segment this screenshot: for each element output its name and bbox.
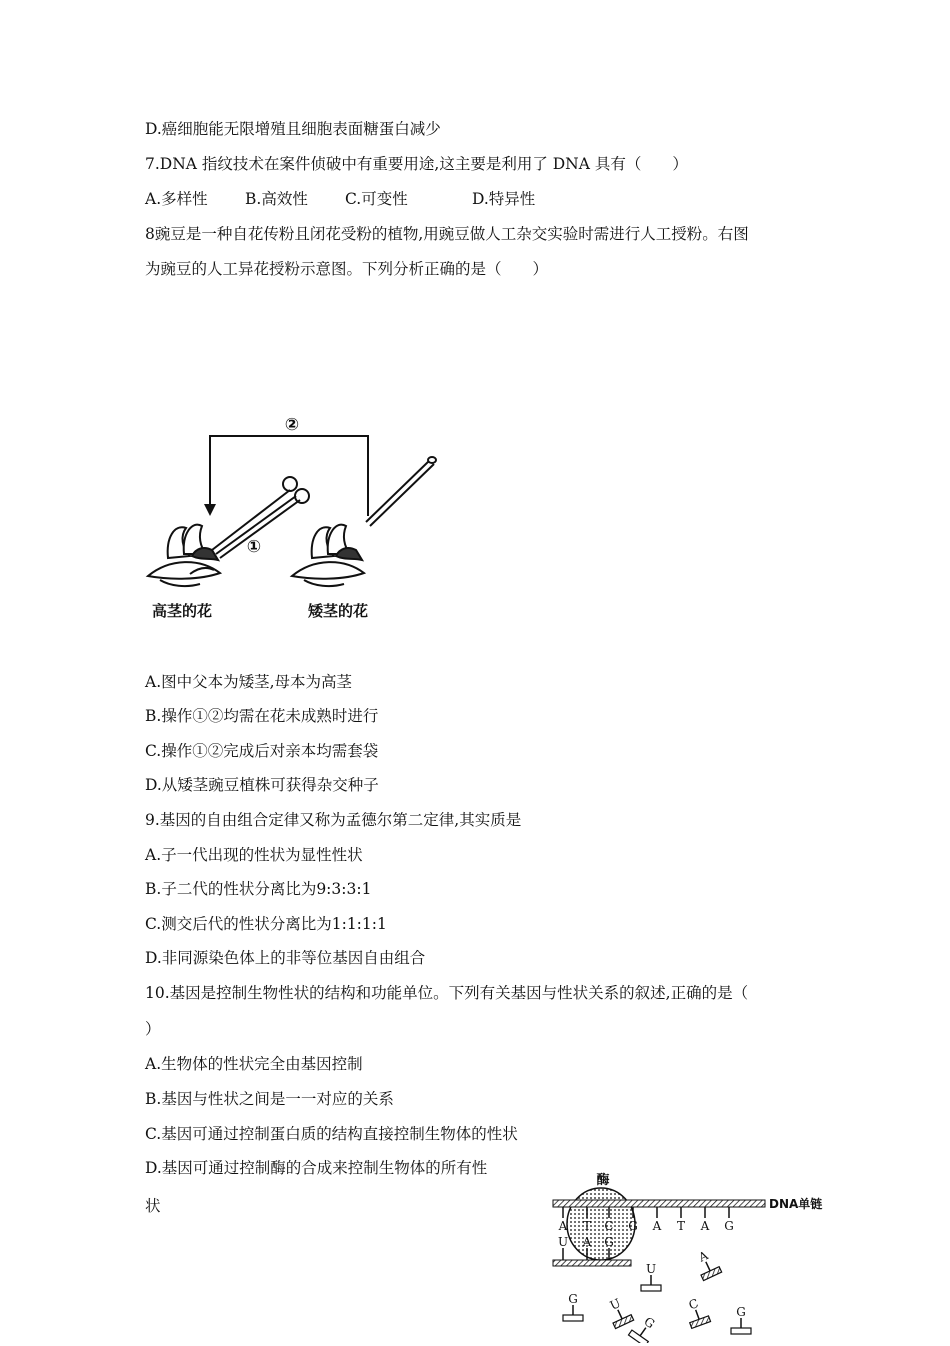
q8-option-d: D.从矮茎豌豆植株可获得杂交种子 (145, 776, 379, 794)
free-nucleotide-letter: A (696, 1248, 711, 1265)
brush-drawing (366, 457, 436, 526)
free-nucleotide-letter: U (645, 1262, 657, 1276)
free-nucleotide-letter: U (607, 1295, 623, 1313)
bracket-arrow (210, 436, 368, 516)
free-nucleotide (691, 1246, 721, 1281)
q7-option-b: B.高效性 (245, 190, 308, 208)
rna-base (558, 1235, 568, 1260)
q6-option-d: D.癌细胞能无限增殖且细胞表面糖蛋白减少 (145, 120, 441, 138)
template-base-letter: G (724, 1219, 734, 1233)
template-base (558, 1207, 568, 1233)
free-nucleotide-letter: C (686, 1296, 701, 1313)
template-base (652, 1207, 662, 1233)
marker-1: ① (246, 537, 262, 557)
label-short-flower: 矮茎的花 (308, 602, 369, 620)
q9-option-b: B.子二代的性状分离比为9:3:3:1 (145, 880, 372, 898)
template-base-letter: A (558, 1219, 568, 1233)
q10-option-d: D.基因可通过控制酶的合成来控制生物体的所有性 (145, 1159, 488, 1177)
free-nucleotide-letter: G (736, 1305, 746, 1319)
tall-flower-drawing (148, 525, 220, 586)
rna-strand-bar (553, 1260, 631, 1266)
free-nucleotide (641, 1262, 661, 1291)
q8-option-b: B.操作①②均需在花未成熟时进行 (145, 707, 379, 725)
free-nucleotide (603, 1294, 633, 1329)
free-nucleotide-letter: G (641, 1314, 658, 1332)
q7-option-d: D.特异性 (472, 190, 536, 208)
label-tall-flower: 高茎的花 (152, 602, 213, 620)
free-nucleotide (563, 1292, 583, 1321)
enzyme-label: 酶 (596, 1173, 610, 1188)
q10-option-c: C.基因可通过控制蛋白质的结构直接控制生物体的性状 (145, 1125, 518, 1143)
template-base (724, 1207, 734, 1233)
q8-stem-line2: 为豌豆的人工异花授粉示意图。下列分析正确的是（ ） (145, 260, 549, 278)
q7-option-a: A.多样性 (145, 190, 208, 208)
transcription-figure (545, 1168, 835, 1343)
pea-pollination-figure (140, 408, 450, 628)
free-nucleotide-letter: G (568, 1292, 578, 1306)
dna-strand-bar (553, 1200, 765, 1207)
free-nucleotide (682, 1294, 711, 1328)
q7-stem: 7.DNA 指纹技术在案件侦破中有重要用途,这主要是利用了 DNA 具有（ ） (145, 155, 688, 173)
q10-option-a: A.生物体的性状完全由基因控制 (145, 1055, 363, 1073)
template-base (700, 1207, 710, 1233)
free-nucleotide (731, 1305, 751, 1334)
template-base-letter: A (700, 1219, 710, 1233)
q7-option-c: C.可变性 (345, 190, 408, 208)
q7-options (145, 189, 535, 209)
rna-base-letter: G (604, 1235, 614, 1249)
q8-stem-line1: 8豌豆是一种自花传粉且闭花受粉的植物,用豌豆做人工杂交实验时需进行人工授粉。右图 (145, 225, 749, 243)
template-base-letter: G (628, 1219, 638, 1233)
q10-stem-line1: 10.基因是控制生物性状的结构和功能单位。下列有关基因与性状关系的叙述,正确的是（ (145, 984, 749, 1002)
rna-base-letter: U (557, 1235, 569, 1249)
marker-2: ② (284, 415, 300, 435)
template-base-letter: C (604, 1219, 614, 1233)
q9-option-a: A.子一代出现的性状为显性性状 (145, 846, 363, 864)
q10-option-b: B.基因与性状之间是一一对应的关系 (145, 1090, 394, 1108)
template-base (677, 1207, 685, 1233)
q9-option-c: C.测交后代的性状分离比为1:1:1:1 (145, 915, 387, 933)
q10-option-d-cont: 状 (145, 1197, 161, 1215)
enzyme-blob (567, 1188, 635, 1260)
q8-option-a: A.图中父本为矮茎,母本为高茎 (145, 673, 353, 691)
short-flower-drawing (292, 525, 364, 586)
q8-option-c: C.操作①②完成后对亲本均需套袋 (145, 742, 379, 760)
template-base-letter: T (676, 1219, 686, 1233)
template-base-letter: A (652, 1219, 662, 1233)
dna-strand-label: DNA单链 (769, 1197, 823, 1211)
rna-base-letter: A (582, 1235, 592, 1249)
template-base-letter: T (582, 1219, 592, 1233)
free-nucleotide (628, 1311, 661, 1343)
q9-stem: 9.基因的自由组合定律又称为孟德尔第二定律,其实质是 (145, 811, 522, 829)
arrow-head (204, 504, 216, 516)
q9-option-d: D.非同源染色体上的非等位基因自由组合 (145, 949, 426, 967)
q10-stem-line2: ） (145, 1020, 161, 1038)
